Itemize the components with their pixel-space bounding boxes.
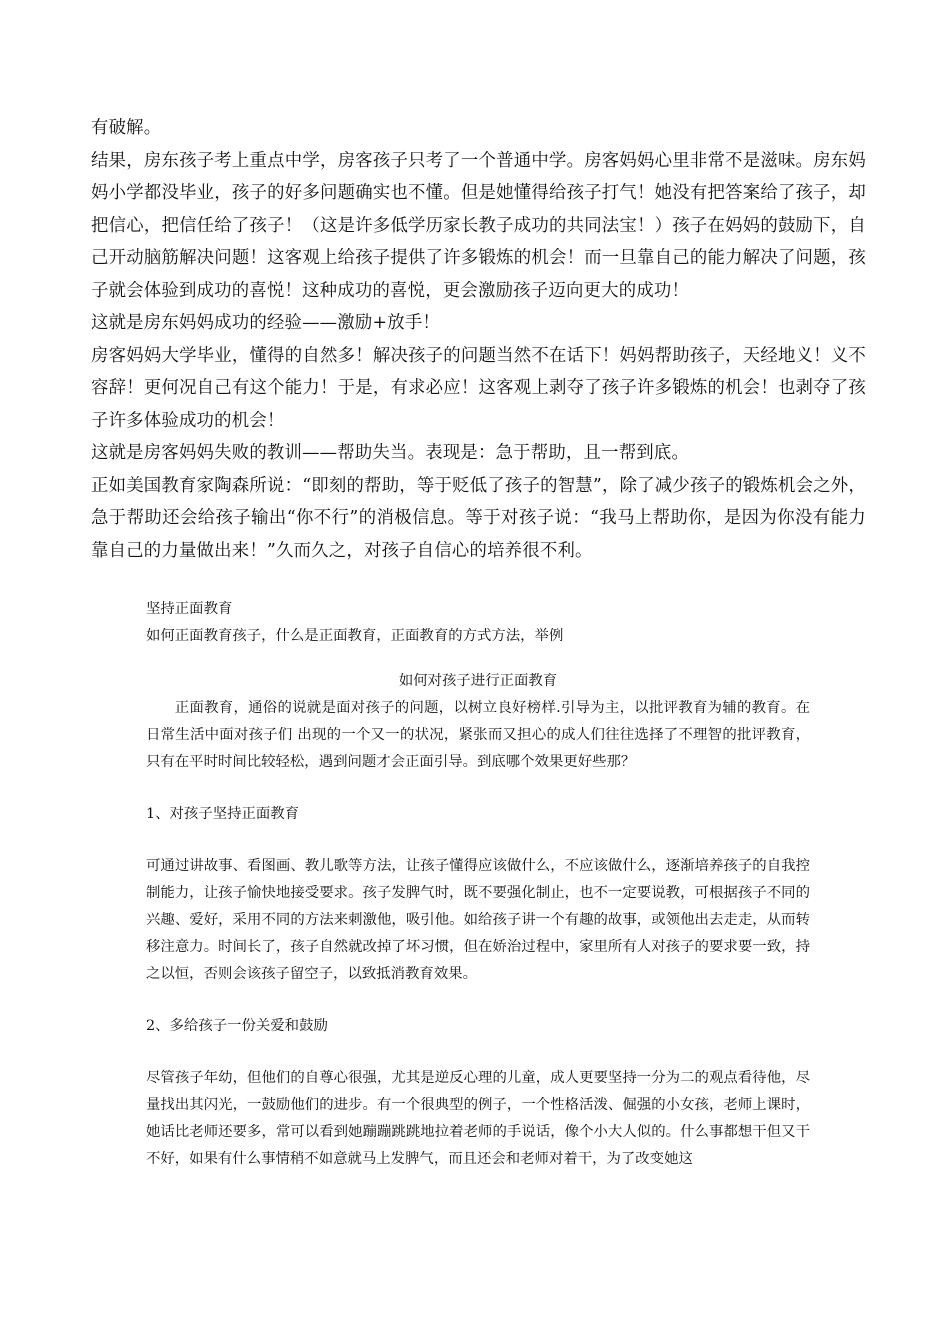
- paragraph-landlord-lesson: 这就是房东妈妈成功的经验——激励+放手！: [91, 313, 440, 333]
- section-1-title: 1、对孩子坚持正面教育: [146, 806, 300, 822]
- paragraph-tenant-mother: 房客妈妈大学毕业，懂得的自然多！解决孩子的问题当然不在话下！妈妈帮助孩子，天经地义！义不容辞！更何况自己有这个能力！于是，有求必应！这客观上剥夺了孩子许多锻炼的机会！也剥夺了孩子许多体验成功的机会！: [91, 345, 866, 431]
- section-2-body: 尽管孩子年幼，但他们的自尊心很强，尤其是逆反心理的儿童，成人更要坚持一分为二的观点看待他，尽量找出其闪光，一鼓励他们的进步。有一个很典型的例子，一个性格活泼、倔强的小女孩，老师上课时，她话比老师还要多，常可以看到她蹦蹦跳跳地拉着老师的手说话，像个小大人似的。什么事都想干但又干不好，如果有什么事情稍不如意就马上发脾气，而且还会和老师对着干，为了改变她这: [146, 1070, 810, 1167]
- keywords-line: 如何正面教育孩子，什么是正面教育，正面教育的方式方法，举例: [146, 628, 564, 644]
- article-block: [146, 668, 810, 1173]
- sub-heading-block: [146, 596, 866, 650]
- article-intro: 正面教育，通俗的说就是面对孩子的问题，以树立良好榜样.引导为主，以批评教育为辅的教育。在日常生活中面对孩子们 出现的一个又一的状况，紧张而又担心的成人们往往选择了不理智的批评教育，只有在平时时间比较轻松，遇到问题才会正面引导。到底哪个效果更好些那？: [146, 700, 810, 770]
- section-1-body: 可通过讲故事、看图画、教儿歌等方法，让孩子懂得应该做什么，不应该做什么，逐渐培养孩子的自我控制能力，让孩子愉快地接受要求。孩子发脾气时，既不要强化制止，也不一定要说教，可根据孩子不同的兴趣、爱好，采用不同的方法来刺激他，吸引他。如给孩子讲一个有趣的故事，或领他出去走走，从而转移注意力。时间长了，孩子自然就改掉了坏习惯，但在娇治过程中，家里所有人对孩子的要求要一致，持之以恒，否则会该孩子留空子，以致抵消教育效果。: [146, 858, 810, 982]
- article-title: 如何对孩子进行正面教育: [398, 673, 558, 689]
- paragraph-continuation: 有破解。: [91, 118, 162, 138]
- paragraph-tenant-lesson: 这就是房客妈妈失败的教训——帮助失当。表现是：急于帮助，且一帮到底。: [91, 443, 690, 463]
- section-2-title: 2、多给孩子一份关爱和鼓励: [146, 1018, 328, 1034]
- paragraph-quote: 正如美国教育家陶森所说：“即刻的帮助，等于贬低了孩子的智慧”，除了减少孩子的锻炼机会之外，急于帮助还会给孩子输出“你不行”的消极信息。等于对孩子说：“我马上帮助你，是因为你没有能力靠自己的力量做出来！”久而久之，对孩子自信心的培养很不利。: [91, 475, 866, 561]
- upper-text-block: [91, 112, 866, 567]
- paragraph-result: 结果，房东孩子考上重点中学，房客孩子只考了一个普通中学。房客妈妈心里非常不是滋味。房东妈妈小学都没毕业，孩子的好多问题确实也不懂。但是她懂得给孩子打气！她没有把答案给了孩子，却把信心，把信任给了孩子！（这是许多低学历家长教子成功的共同法宝！）孩子在妈妈的鼓励下，自己开动脑筋解决问题！这客观上给孩子提供了许多锻炼的机会！而一旦靠自己的能力解决了问题，孩子就会体验到成功的喜悦！这种成功的喜悦，更会激励孩子迈向更大的成功！: [91, 150, 866, 301]
- section-heading: 坚持正面教育: [146, 601, 233, 617]
